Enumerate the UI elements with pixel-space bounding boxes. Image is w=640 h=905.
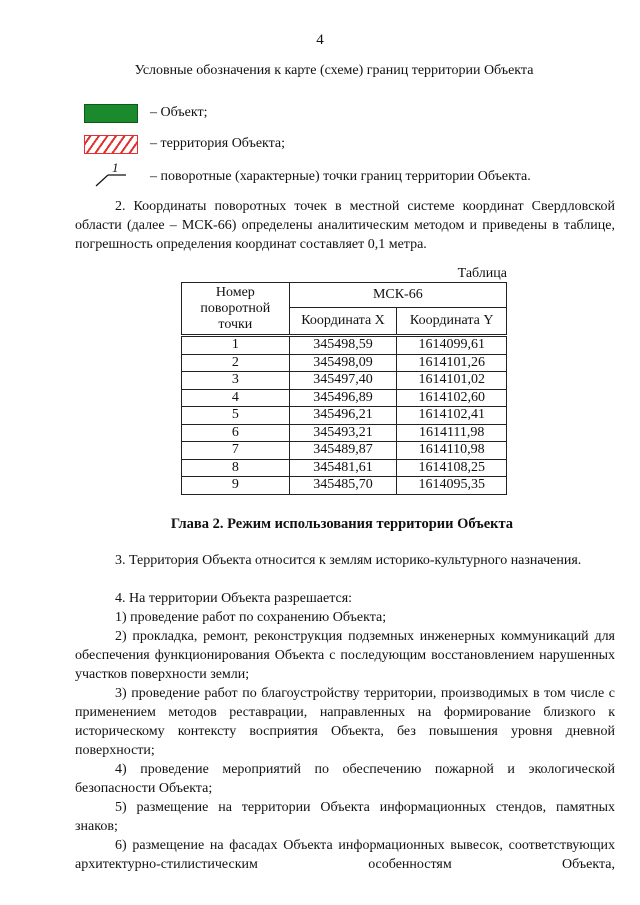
table-cell: 1614102,60 [397,389,507,407]
table-cell: 1614110,98 [397,442,507,460]
table-cell: 345481,61 [289,459,397,477]
red-hatch-swatch-icon [84,135,138,154]
table-cell: 8 [182,459,290,477]
table-cell: 1614101,02 [397,372,507,390]
paragraph-4: 4. На территории Объекта разрешается: [115,591,353,606]
table-cell: 345489,87 [289,442,397,460]
table-caption: Таблица [457,266,507,281]
table-cell: 9 [182,477,290,495]
table-row [182,424,507,442]
table-cell: 345493,21 [289,424,397,442]
table-header-point: Номер поворотной точки [182,283,290,336]
table-cell: 7 [182,442,290,460]
table-row [182,459,507,477]
legend-title: Условные обозначения к карте (схеме) границ территории Объекта [134,63,534,78]
turning-point-number: 1 [112,160,119,175]
list-item: 4) проведение мероприятий по обеспечению пожарной и экологической безопасности Объекта; [75,762,615,796]
table-cell: 1614108,25 [397,459,507,477]
table-cell: 345498,09 [289,354,397,372]
table-row [182,336,507,355]
table-cell: 1 [182,336,290,355]
legend-item-points [84,160,531,188]
table-cell: 2 [182,354,290,372]
table-header-system: МСК-66 [289,283,506,308]
table-cell: 345497,40 [289,372,397,390]
legend-item-label: – поворотные (характерные) точки границ территории Объекта. [150,169,531,184]
table-cell: 1614101,26 [397,354,507,372]
legend-item-label: – Объект; [150,105,208,120]
table-cell: 345485,70 [289,477,397,495]
paragraph-2: 2. Координаты поворотных точек в местной системе координат Свердловской области (далее – МСК-66) определены аналитическим методом и приведены в таблице, погрешность определения координат составляет 0,1 метра. [75,199,615,252]
table-row [182,389,507,407]
table-cell: 6 [182,424,290,442]
paragraph-3: 3. Территория Объекта относится к землям историко-культурного назначения. [115,553,582,568]
table-cell: 3 [182,372,290,390]
chapter-title: Глава 2. Режим использования территории Объекта [170,516,514,532]
table-cell: 345496,89 [289,389,397,407]
table-row [182,407,507,425]
turning-point-symbol-icon [84,160,138,188]
table-cell: 1614111,98 [397,424,507,442]
list-item: 6) размещение на фасадах Объекта информационных вывесок, соответствующих архитектурно-стилистическим особенностям Объекта, [75,838,615,872]
table-row [182,477,507,495]
table-cell: 345498,59 [289,336,397,355]
table-cell: 5 [182,407,290,425]
green-fill-swatch-icon [84,104,138,123]
table-cell: 1614099,61 [397,336,507,355]
table-cell: 4 [182,389,290,407]
legend-item-label: – территория Объекта; [150,136,286,151]
table-cell: 1614095,35 [397,477,507,495]
table-row [182,442,507,460]
legend-item-object [84,102,207,124]
list-item: 5) размещение на территории Объекта информационных стендов, памятных знаков; [75,800,615,834]
list-item: 3) проведение работ по благоустройству территории, производимых в том числе с применением методов реставрации, направленных на формирование близкого к историческому контексту восприятия Объекта, без повышения уровня дневной поверхности; [75,686,615,758]
list-item: 2) прокладка, ремонт, реконструкция подземных инженерных коммуникаций для обеспечения функционирования Объекта с последующим восстановлением нарушенных участков поверхности земли; [75,629,615,682]
legend-item-territory [84,133,285,155]
table-cell: 1614102,41 [397,407,507,425]
list-item: 1) проведение работ по сохранению Объекта; [115,610,387,625]
table-header-y: Координата Y [397,308,507,336]
table-cell: 345496,21 [289,407,397,425]
table-row [182,372,507,390]
table-header-x: Координата X [289,308,397,336]
coordinates-table [181,282,507,495]
table-row [182,354,507,372]
page-number: 4 [316,32,324,48]
